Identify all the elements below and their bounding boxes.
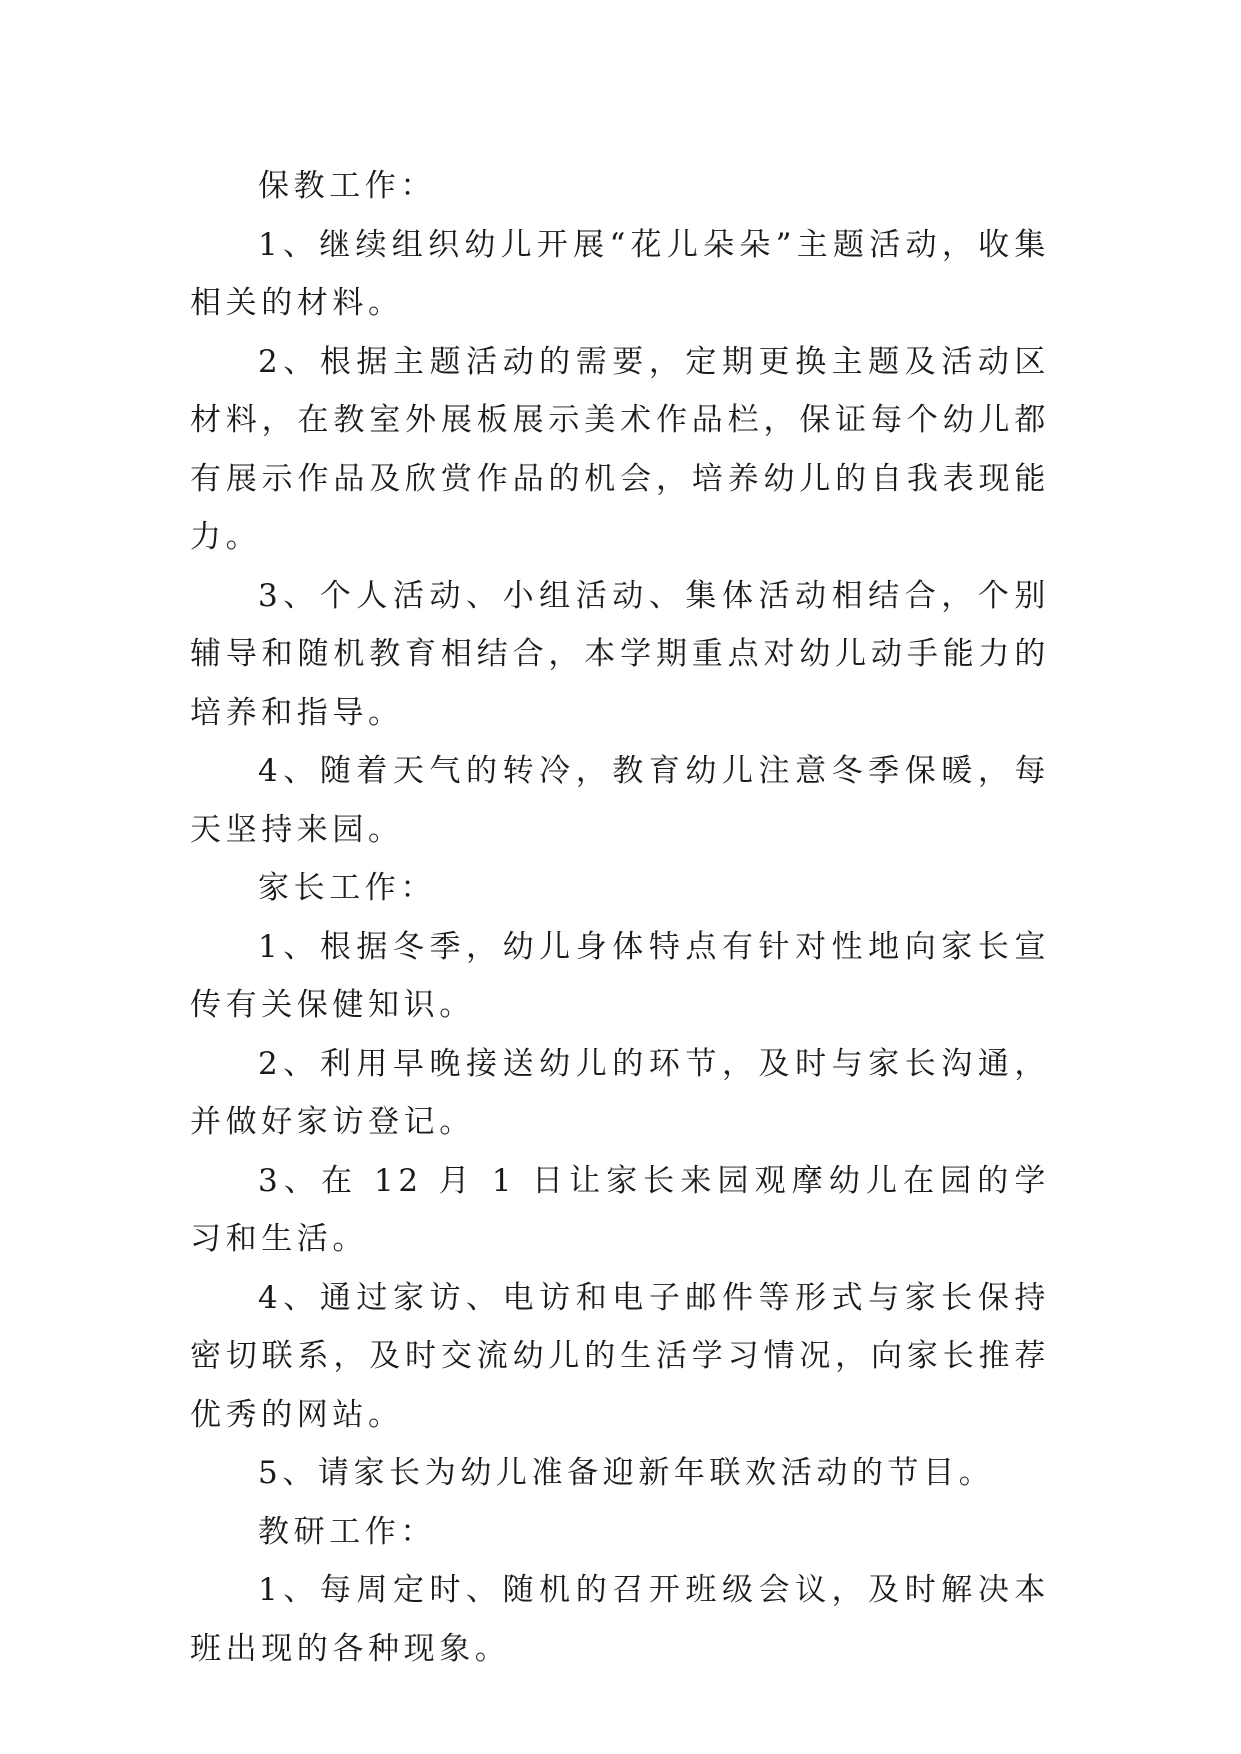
document-body	[190, 157, 1050, 1678]
section-heading-care-education: 保教工作：	[258, 168, 436, 204]
paragraph: 4、通过家访、电访和电子邮件等形式与家长保持密切联系，及时交流幼儿的生活学习情况，向家长推荐优秀的网站。	[190, 1279, 1050, 1433]
paragraph: 2、根据主题活动的需要，定期更换主题及活动区材料，在教室外展板展示美术作品栏，保证每个幼儿都有展示作品及欣赏作品的机会，培养幼儿的自我表现能力。	[190, 343, 1050, 555]
paragraph: 4、随着天气的转冷，教育幼儿注意冬季保暖，每天坚持来园。	[190, 753, 1050, 848]
paragraph: 5、请家长为幼儿准备迎新年联欢活动的节目。	[258, 1455, 995, 1491]
paragraph: 2、利用早晚接送幼儿的环节，及时与家长沟通，并做好家访登记。	[190, 1045, 1050, 1140]
section-heading-parent-work: 家长工作：	[258, 870, 436, 906]
section-heading-teaching-research: 教研工作：	[258, 1513, 436, 1550]
paragraph: 1、根据冬季，幼儿身体特点有针对性地向家长宣传有关保健知识。	[190, 928, 1050, 1023]
paragraph: 3、个人活动、小组活动、集体活动相结合，个别辅导和随机教育相结合，本学期重点对幼儿动手能力的培养和指导。	[190, 577, 1050, 731]
paragraph: 1、继续组织幼儿开展“花儿朵朵”主题活动，收集相关的材料。	[190, 226, 1050, 321]
paragraph: 3、在 12 月 1 日让家长来园观摩幼儿在园的学习和生活。	[190, 1162, 1050, 1257]
paragraph: 1、每周定时、随机的召开班级会议，及时解决本班出现的各种现象。	[190, 1572, 1050, 1667]
